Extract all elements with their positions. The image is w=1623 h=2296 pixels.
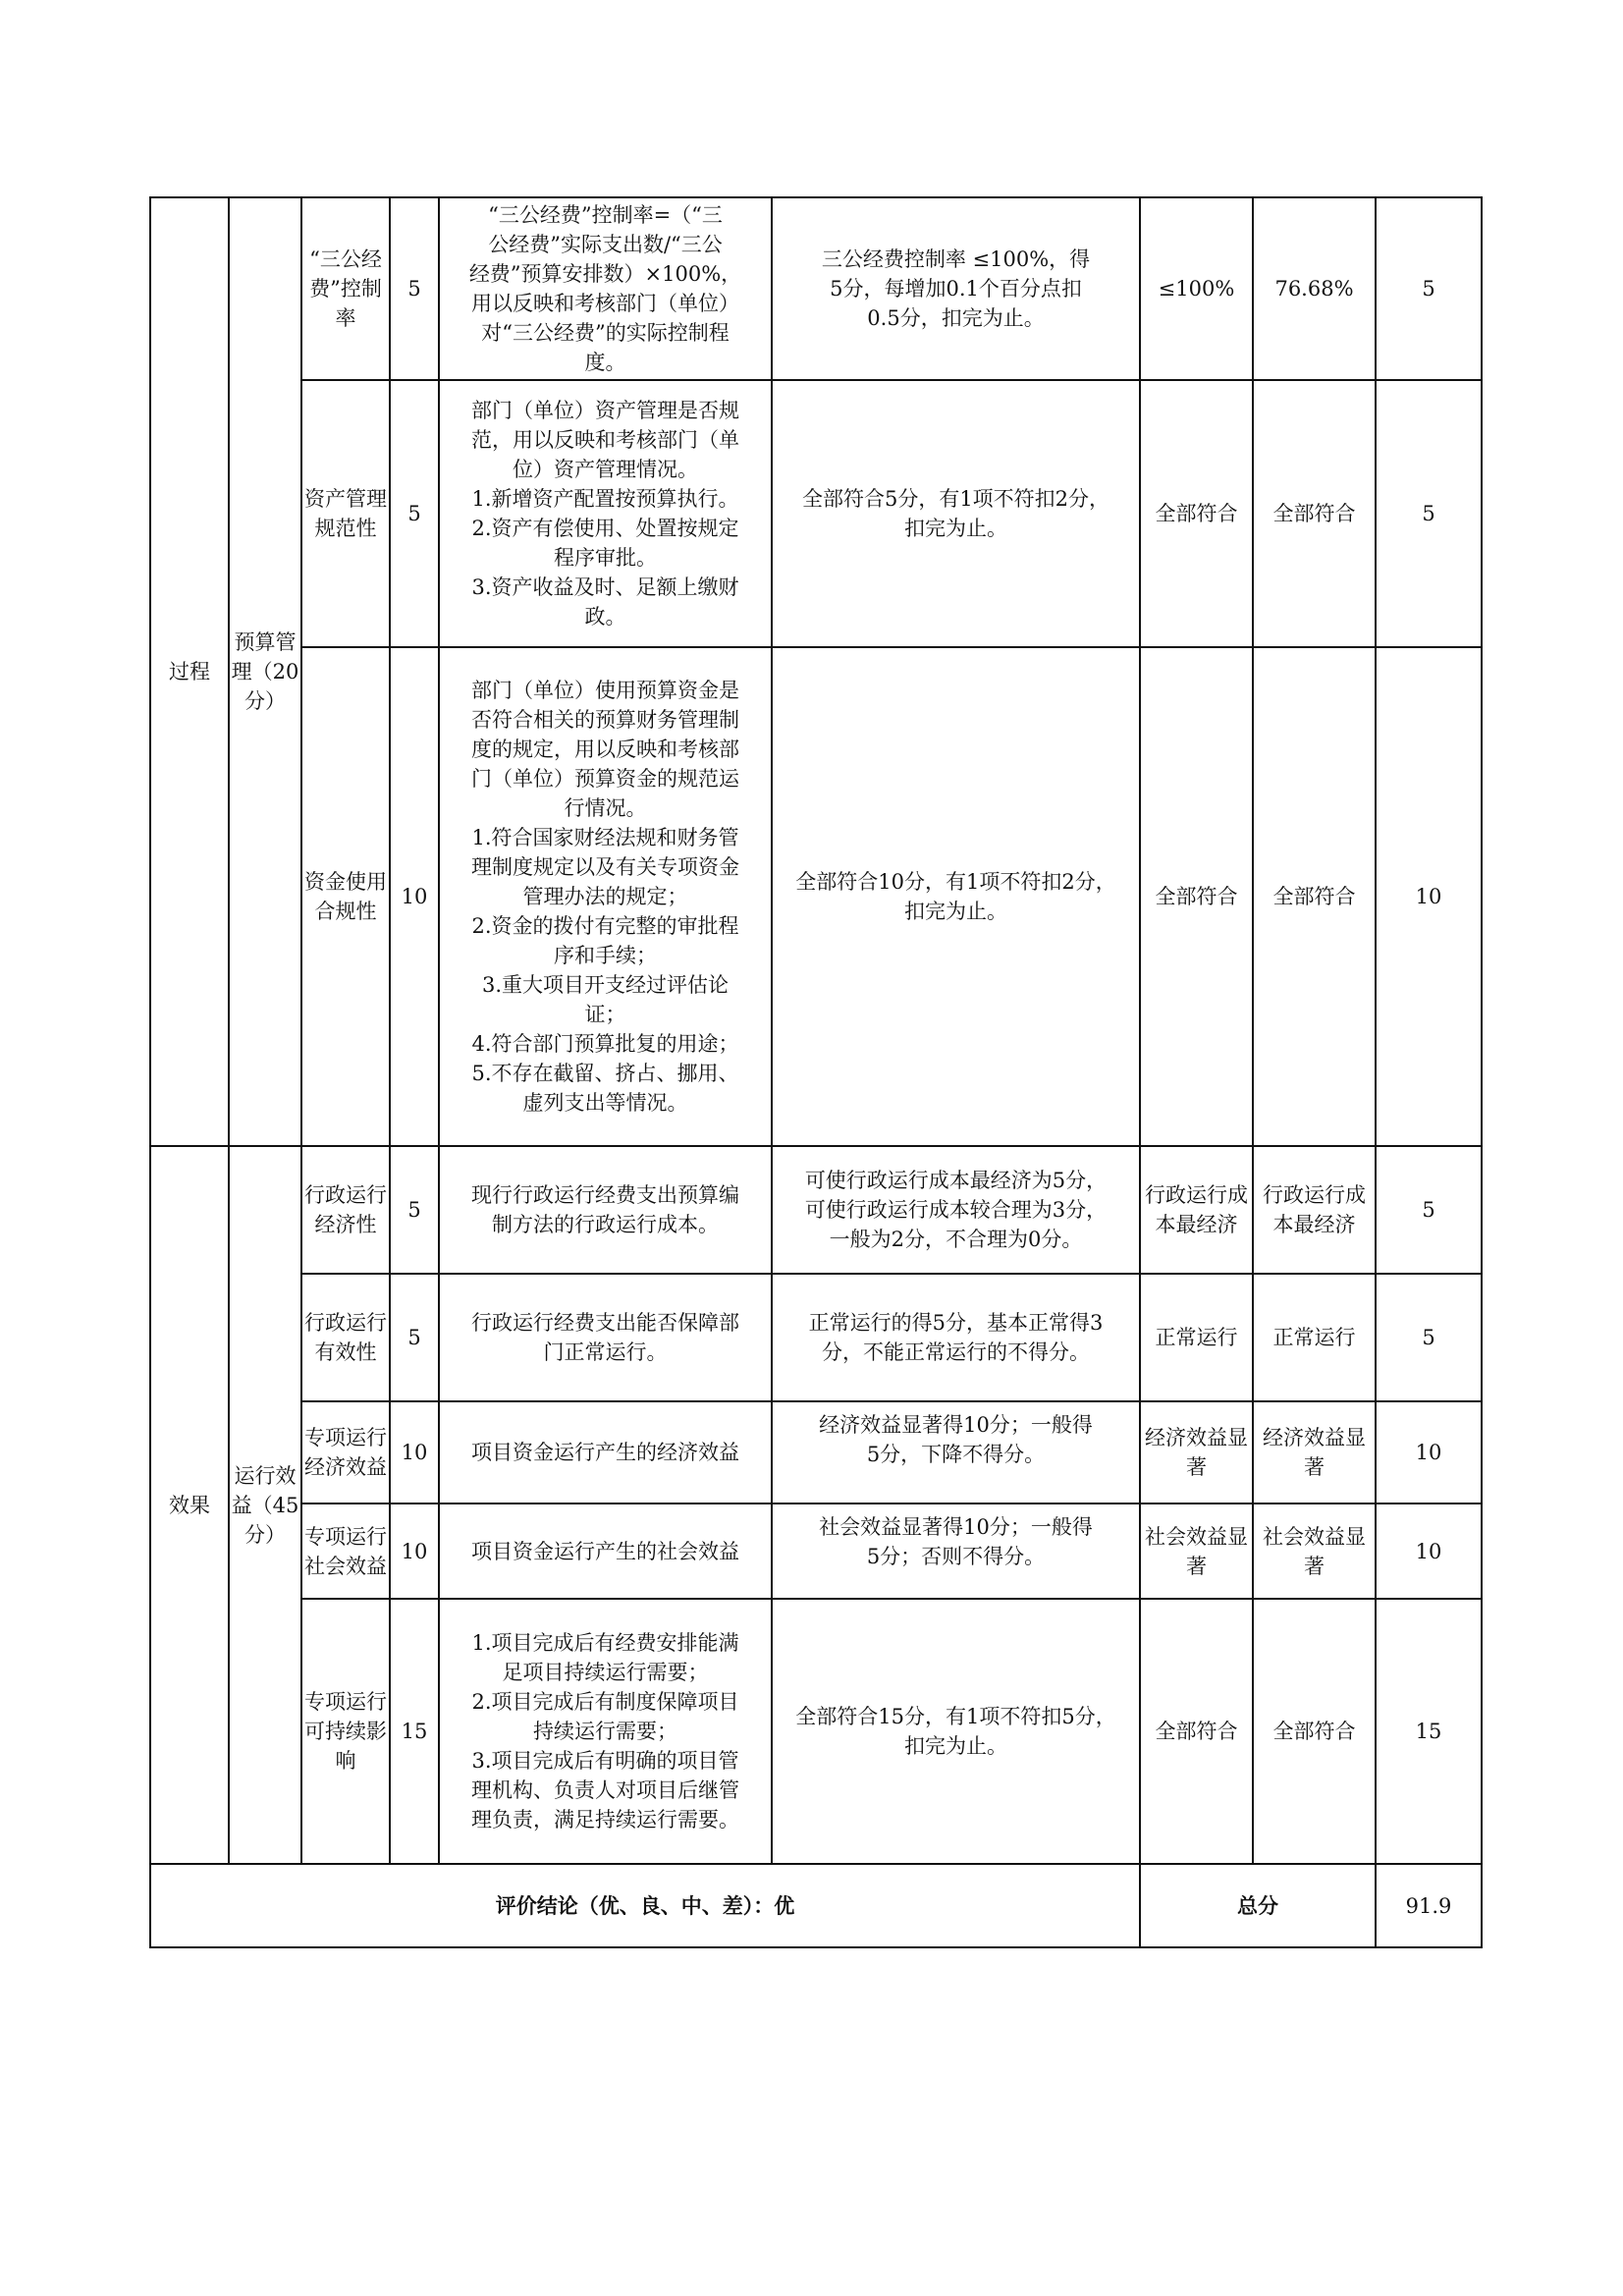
text-line: “三公经费”控制率=（“三 [488, 203, 723, 227]
target-value: 行政运行成本最经济 [1140, 1146, 1253, 1274]
target-value: 经济效益显著 [1140, 1401, 1253, 1503]
text-line: 门（单位）预算资金的规范运 [471, 767, 739, 791]
text-line: 足项目持续运行需要； [502, 1661, 709, 1684]
text-line: 理机构、负责人对项目后继管 [471, 1778, 739, 1802]
target-value: 全部符合 [1140, 1599, 1253, 1864]
score-value: 10 [1376, 1503, 1482, 1599]
actual-value: 社会效益显著 [1253, 1503, 1376, 1599]
text-line: 部门（单位）资产管理是否规 [471, 399, 739, 422]
indicator-name: “三公经费”控制率 [301, 197, 390, 380]
category-cell: 过程 [150, 197, 229, 1146]
text-line: 虚列支出等情况。 [522, 1091, 688, 1115]
text-line: 2.项目完成后有制度保障项目 [471, 1690, 739, 1714]
text-line: 门正常运行。 [543, 1340, 668, 1364]
text-line: 政。 [584, 605, 626, 629]
target-value: 正常运行 [1140, 1274, 1253, 1401]
indicator-description [439, 1274, 772, 1401]
indicator-weight: 5 [390, 380, 439, 647]
table-row [150, 1274, 1482, 1401]
score-value: 5 [1376, 1146, 1482, 1274]
text-line: 1.新增资产配置按预算执行。 [471, 487, 739, 511]
text-line: 分，不能正常运行的不得分。 [822, 1340, 1090, 1364]
score-value: 5 [1376, 1274, 1482, 1401]
indicator-name: 行政运行经济性 [301, 1146, 390, 1274]
text-line: 可使行政运行成本最经济为5分， [804, 1169, 1108, 1192]
text-line: 5分，每增加0.1个百分点扣 [830, 277, 1082, 301]
text-line: 全部符合15分，有1项不符扣5分， [795, 1705, 1116, 1728]
indicator-name: 专项运行社会效益 [301, 1503, 390, 1599]
text-line: 3.资产收益及时、足额上缴财 [471, 575, 739, 599]
table-row [150, 1599, 1482, 1864]
text-line: 4.符合部门预算批复的用途； [471, 1032, 739, 1056]
total-score-label: 总分 [1140, 1864, 1376, 1947]
actual-value: 76.68% [1253, 197, 1376, 380]
target-value: 全部符合 [1140, 380, 1253, 647]
text-line: 序和手续； [554, 944, 657, 967]
indicator-weight: 5 [390, 1146, 439, 1274]
indicator-weight: 10 [390, 1401, 439, 1503]
indicator-description [439, 647, 772, 1146]
score-value: 10 [1376, 647, 1482, 1146]
score-value: 15 [1376, 1599, 1482, 1864]
text-line: 扣完为止。 [904, 1734, 1007, 1758]
indicator-weight: 10 [390, 1503, 439, 1599]
text-line: 0.5分，扣完为止。 [867, 306, 1045, 330]
table-row [150, 1146, 1482, 1274]
table-row [150, 380, 1482, 647]
table-row [150, 647, 1482, 1146]
text-line: 行政运行经费支出能否保障部 [471, 1311, 739, 1335]
text-line: 范，用以反映和考核部门（单 [471, 428, 739, 452]
indicator-weight: 5 [390, 1274, 439, 1401]
subcategory-cell: 预算管理（20分） [229, 197, 301, 1146]
scoring-standard [772, 1503, 1140, 1599]
text-line: 社会效益显著得10分；一般得 [819, 1515, 1093, 1539]
text-line: 位）资产管理情况。 [513, 458, 698, 481]
indicator-weight: 15 [390, 1599, 439, 1864]
text-line: 公经费”实际支出数/“三公 [488, 233, 723, 256]
target-value: ≤100% [1140, 197, 1253, 380]
actual-value: 全部符合 [1253, 647, 1376, 1146]
text-line: 理制度规定以及有关专项资金 [471, 855, 739, 879]
scoring-standard [772, 380, 1140, 647]
subcategory-cell: 运行效益（45分） [229, 1146, 301, 1864]
text-line: 3.项目完成后有明确的项目管 [471, 1749, 739, 1773]
indicator-weight: 5 [390, 197, 439, 380]
text-line: 理负责，满足持续运行需要。 [471, 1808, 739, 1831]
text-line: 项目资金运行产生的经济效益 [471, 1441, 739, 1464]
text-line: 正常运行的得5分，基本正常得3 [808, 1311, 1104, 1335]
actual-value: 正常运行 [1253, 1274, 1376, 1401]
indicator-description [439, 1599, 772, 1864]
indicator-name: 资金使用合规性 [301, 647, 390, 1146]
text-line: 2.资产有偿使用、处置按规定 [471, 517, 739, 540]
text-line: 可使行政运行成本较合理为3分， [804, 1198, 1108, 1222]
text-line: 三公经费控制率 ≤100%，得 [821, 247, 1091, 271]
table-row [150, 1401, 1482, 1503]
indicator-description [439, 197, 772, 380]
indicator-weight: 10 [390, 647, 439, 1146]
indicator-description [439, 1401, 772, 1503]
indicator-description [439, 1503, 772, 1599]
text-line: 5.不存在截留、挤占、挪用、 [471, 1062, 739, 1085]
text-line: 全部符合5分，有1项不符扣2分， [801, 487, 1110, 511]
text-line: 制方法的行政运行成本。 [492, 1213, 719, 1236]
text-line: 经费”预算安排数）×100%， [468, 262, 742, 286]
actual-value: 全部符合 [1253, 380, 1376, 647]
text-line: 证； [584, 1003, 626, 1026]
text-line: 度。 [584, 351, 626, 374]
indicator-name: 专项运行经济效益 [301, 1401, 390, 1503]
scoring-standard [772, 197, 1140, 380]
score-value: 10 [1376, 1401, 1482, 1503]
evaluation-table-page [149, 196, 1481, 1948]
category-cell: 效果 [150, 1146, 229, 1864]
score-value: 5 [1376, 380, 1482, 647]
indicator-description [439, 380, 772, 647]
table-row [150, 1503, 1482, 1599]
actual-value: 行政运行成本最经济 [1253, 1146, 1376, 1274]
text-line: 对“三公经费”的实际控制程 [481, 321, 730, 345]
text-line: 一般为2分，不合理为0分。 [829, 1228, 1083, 1251]
text-line: 全部符合10分，有1项不符扣2分， [795, 870, 1116, 894]
indicator-name: 资产管理规范性 [301, 380, 390, 647]
text-line: 5分，下降不得分。 [866, 1443, 1046, 1466]
table-row [150, 197, 1482, 380]
scoring-standard [772, 647, 1140, 1146]
text-line: 否符合相关的预算财务管理制 [471, 708, 739, 732]
text-line: 持续运行需要； [533, 1720, 677, 1743]
summary-row [150, 1864, 1482, 1947]
text-line: 5分；否则不得分。 [866, 1545, 1046, 1568]
text-line: 2.资金的拨付有完整的审批程 [471, 914, 739, 938]
total-score-value: 91.9 [1376, 1864, 1482, 1947]
text-line: 经济效益显著得10分；一般得 [819, 1413, 1093, 1437]
text-line: 1.符合国家财经法规和财务管 [471, 826, 739, 849]
scoring-standard [772, 1146, 1140, 1274]
text-line: 用以反映和考核部门（单位） [471, 292, 739, 315]
text-line: 扣完为止。 [904, 900, 1007, 923]
text-line: 扣完为止。 [904, 517, 1007, 540]
text-line: 行情况。 [564, 796, 647, 820]
evaluation-table [149, 196, 1483, 1948]
indicator-description [439, 1146, 772, 1274]
text-line: 程序审批。 [554, 546, 657, 570]
text-line: 3.重大项目开支经过评估论 [481, 973, 730, 997]
text-line: 项目资金运行产生的社会效益 [471, 1539, 739, 1563]
actual-value: 经济效益显著 [1253, 1401, 1376, 1503]
text-line: 现行行政运行经费支出预算编 [471, 1183, 739, 1207]
evaluation-conclusion: 评价结论（优、良、中、差）：优 [150, 1864, 1140, 1947]
scoring-standard [772, 1599, 1140, 1864]
text-line: 部门（单位）使用预算资金是 [471, 679, 739, 702]
target-value: 社会效益显著 [1140, 1503, 1253, 1599]
actual-value: 全部符合 [1253, 1599, 1376, 1864]
target-value: 全部符合 [1140, 647, 1253, 1146]
indicator-name: 专项运行可持续影响 [301, 1599, 390, 1864]
score-value: 5 [1376, 197, 1482, 380]
text-line: 度的规定，用以反映和考核部 [471, 738, 739, 761]
scoring-standard [772, 1401, 1140, 1503]
text-line: 1.项目完成后有经费安排能满 [471, 1631, 739, 1655]
indicator-name: 行政运行有效性 [301, 1274, 390, 1401]
scoring-standard [772, 1274, 1140, 1401]
text-line: 管理办法的规定； [522, 885, 688, 908]
